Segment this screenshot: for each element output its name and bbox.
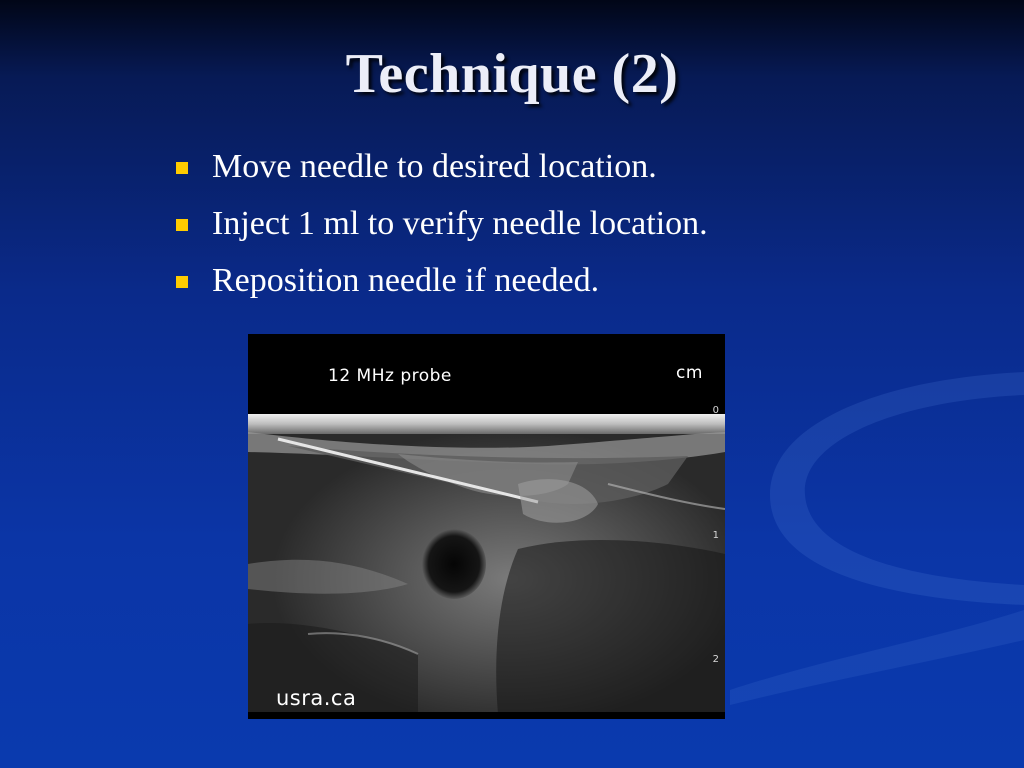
bullet-item: [172, 145, 708, 202]
depth-marker: 2: [712, 654, 719, 665]
probe-label: 12 MHz probe: [328, 366, 452, 386]
depth-marker: 0: [712, 405, 719, 416]
bullet-list: [172, 145, 708, 316]
unit-label: cm: [676, 363, 703, 383]
square-bullet-icon: [176, 276, 188, 288]
ultrasound-scan-graphic: [248, 334, 725, 719]
bullet-item: [172, 259, 708, 316]
slide-title: Technique (2): [345, 43, 679, 105]
ultrasound-image: [248, 334, 725, 719]
square-bullet-icon: [176, 219, 188, 231]
bullet-item: [172, 202, 708, 259]
watermark: usra.ca: [276, 686, 357, 710]
depth-marker: 1: [712, 530, 719, 541]
bullet-text: Move needle to desired location.: [212, 148, 657, 185]
bullet-text: Inject 1 ml to verify needle location.: [212, 205, 708, 242]
square-bullet-icon: [176, 162, 188, 174]
bullet-text: Reposition needle if needed.: [212, 262, 600, 299]
